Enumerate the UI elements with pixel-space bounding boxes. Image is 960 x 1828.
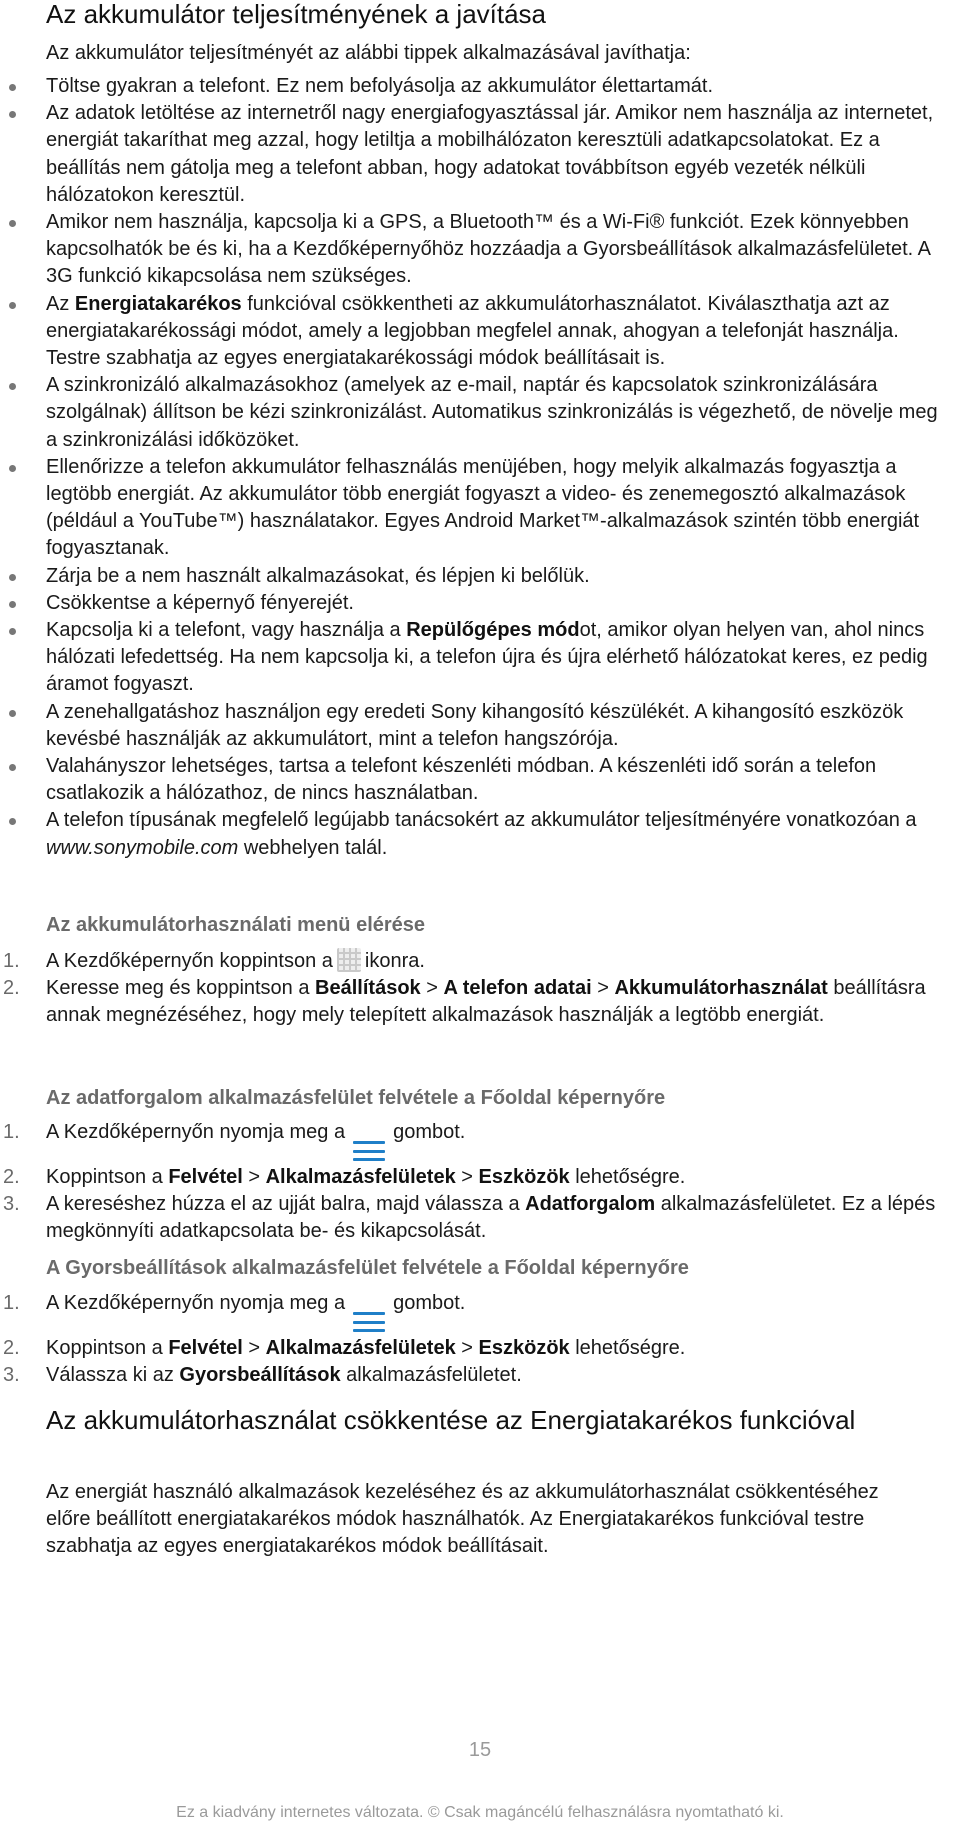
list-item: Kapcsolja ki a telefont, vagy használja a Repülőgépes módot, amikor olyan helyen van, ahol nincs hálózati lefedettség. Ha nem kapcsolja ki, a telefon újra és újra elérhető hálózatokat keres, ez pedig áramot fogyaszt. (0, 617, 946, 699)
power-saver-paragraph: Az energiát használó alkalmazások kezeléséhez és az akkumulátorhasználat csökkentéséhez előre beállított energiatakarékos módok használhatók. Az Energiatakarékos funkcióval testre szabhatja az egyes energiatakarékos módok beállításait. (46, 1481, 879, 1557)
app-grid-icon (337, 948, 361, 972)
list-item: Zárja be a nem használt alkalmazásokat, és lépjen ki belőlük. (0, 563, 946, 590)
menu-icon (351, 1138, 387, 1164)
website-link[interactable]: www.sonymobile.com (46, 836, 239, 859)
bullet-icon (9, 601, 16, 608)
list-item: A zenehallgatáshoz használjon egy eredeti Sony kihangosító készülékét. A kihangosító eszközök kevésbé használják az akkumulátort, mint a telefon hangszórója. (0, 699, 946, 753)
step-number: 2. (3, 1166, 20, 1188)
step-number: 2. (3, 1337, 20, 1359)
step-item: 3. A kereséshez húzza el az ujját balra, majd válassza a Adatforgalom alkalmazásfelületet. Ez a lépés megkönnyíti adatkapcsolata be- és kikapcsolását. (3, 1193, 936, 1242)
step-number: 1. (3, 950, 20, 972)
steps-battery-menu (0, 948, 960, 1029)
list-item: Az Energiatakarékos funkcióval csökkentheti az akkumulátorhasználatot. Kiválaszthatja azt az energiatakarékossági módot, amely a legjobban megfelel annak, ahogyan a telefonját használja. Testre szabhatja az egyes energiatakarékossági módok beállításait is. (0, 291, 946, 373)
bullet-icon (9, 383, 16, 390)
bullet-icon (9, 628, 16, 635)
bullet-icon (9, 302, 16, 309)
page-number: 15 (468, 1739, 492, 1761)
step-number: 3. (3, 1193, 20, 1215)
bullet-icon (9, 84, 16, 91)
section-heading-power-saver: Az akkumulátorhasználat csökkentése az Energiatakarékos funkcióval (46, 1405, 856, 1435)
tips-list (0, 73, 960, 862)
step-number: 3. (3, 1364, 20, 1386)
bold-term: Energiatakarékos (74, 292, 242, 315)
menu-icon (351, 1309, 387, 1335)
step-item: 2. Koppintson a Felvétel > Alkalmazásfelületek > Eszközök lehetőségre. (0, 1164, 946, 1191)
bullet-icon (9, 764, 16, 771)
step-item: 2. Koppintson a Felvétel > Alkalmazásfelületek > Eszközök lehetőségre. (0, 1335, 946, 1362)
step-item: 2. Keresse meg és koppintson a Beállítások > A telefon adatai > Akkumulátorhasználat beállításra annak megnézéséhez, hogy mely telepített alkalmazások használják a legtöbb energiát. (3, 977, 926, 1026)
step-item: 3. Válassza ki az Gyorsbeállítások alkalmazásfelületet. (0, 1362, 946, 1389)
step-number: 1. (3, 1121, 20, 1143)
bold-term: Repülőgépes mód (406, 619, 580, 642)
step-number: 2. (3, 977, 20, 999)
footer-notice: Ez a kiadvány internetes változata. © Csak magáncélú felhasználásra nyomtatható ki. (176, 1804, 784, 1821)
list-item: Töltse gyakran a telefont. Ez nem befolyásolja az akkumulátor élettartamát. (0, 73, 946, 100)
list-item: Amikor nem használja, kapcsolja ki a GPS, a Bluetooth™ és a Wi-Fi® funkciót. Ezek könnyebben kapcsolhatók be és ki, ha a Kezdőképernyőhöz hozzáadja a Gyorsbeállítások alkalmazásfelületet. A 3G funkció kikapcsolása nem szükséges. (0, 209, 946, 291)
list-item: Csökkentse a képernyő fényerejét. (0, 590, 946, 617)
list-item: Az adatok letöltése az internetről nagy energiafogyasztással jár. Amikor nem használja az internetet, energiát takaríthat meg azzal, hogy letiltja a mobilhálózaton keresztüli adatkapcsolatokat. Ez a beállítás nem gátolja meg a telefont abban, hogy adatokat továbbítson egyéb vezeték nélküli hálózatokon keresztül. (0, 100, 946, 209)
bullet-icon (9, 574, 16, 581)
bullet-icon (9, 111, 16, 118)
list-item: Ellenőrizze a telefon akkumulátor felhasználás menüjében, hogy melyik alkalmazás fogyasztja a legtöbb energiát. Az akkumulátor több energiát fogyaszt a video- és zenemegosztó alkalmazások (például a YouTube™) használatakor. Egyes Android Market™-alkalmazások szintén több energiát fogyasztanak. (0, 454, 946, 563)
section-title-quick-settings-widget: A Gyorsbeállítások alkalmazásfelület felvétele a Főoldal képernyőre (46, 1257, 689, 1279)
bullet-icon (9, 220, 16, 227)
steps-data-traffic-widget (0, 1119, 960, 1245)
step-item: 1. A Kezdőképernyőn koppintson a ikonra. (0, 948, 946, 975)
step-item: 1. A Kezdőképernyőn nyomja meg a gombot. (0, 1119, 946, 1164)
page-heading: Az akkumulátor teljesítményének a javítása (46, 0, 547, 29)
intro-paragraph: Az akkumulátor teljesítményét az alábbi tippek alkalmazásával javíthatja: (46, 42, 691, 64)
section-title-battery-menu: Az akkumulátorhasználati menü elérése (46, 914, 426, 936)
list-item: Valahányszor lehetséges, tartsa a telefont készenléti módban. A készenléti idő során a telefon csatlakozik a hálózathoz, de nincs használatban. (0, 753, 946, 807)
list-item: A szinkronizáló alkalmazásokhoz (amelyek az e-mail, naptár és kapcsolatok szinkronizálására szolgálnak) állítson be kézi szinkronizálást. Automatikus szinkronizálás is végezhető, de növelje meg a szinkronizálási időközöket. (0, 372, 946, 454)
bullet-icon (9, 710, 16, 717)
section-title-data-traffic-widget: Az adatforgalom alkalmazásfelület felvétele a Főoldal képernyőre (46, 1087, 666, 1109)
list-item: A telefon típusának megfelelő legújabb tanácsokért az akkumulátor teljesítményére vonatkozóan a www.sonymobile.com webhelyen talál. (0, 807, 946, 861)
bullet-icon (9, 818, 16, 825)
step-item: 1. A Kezdőképernyőn nyomja meg a gombot. (0, 1290, 946, 1335)
steps-quick-settings-widget (0, 1290, 960, 1389)
step-number: 1. (3, 1292, 20, 1314)
bullet-icon (9, 465, 16, 472)
